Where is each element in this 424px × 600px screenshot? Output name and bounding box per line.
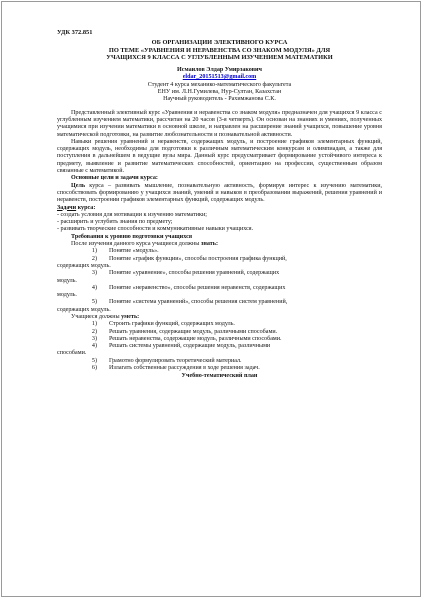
item-number: 2) [91,328,97,335]
plan-heading: Учебно-тематический план [181,373,258,380]
item-continuation: модуль. [57,277,77,284]
document-page [57,29,382,381]
know-item [57,248,382,255]
task-item: - расширить и углубить знания по предмету; [57,219,173,226]
affiliation-line-1: Студент 4 курса механико-математического факультета [147,81,292,88]
item-text: Понятие «неравенство», способы решения неравенств, содержащих [109,284,286,291]
able-item [57,329,382,336]
item-number: 3) [91,270,97,277]
item-number: 1) [91,248,97,255]
item-number: 6) [91,365,97,372]
know-item [57,256,382,263]
affiliation-line-3: Научный руководитель - Рахимжанова С.К. [163,96,276,103]
able-item [57,343,382,350]
author-email-link[interactable]: eldar_20151513@gmail.com [182,74,257,81]
goal-paragraph [57,183,382,205]
item-text: Грамотно формулировать теоретический материал. [109,357,242,364]
goal-lead-word: Цель [71,182,86,189]
item-number: 5) [91,357,97,364]
able-lead: Учащиеся должны [71,313,122,320]
know-intro [57,241,382,248]
requirements-heading: Требования к уровню подготовки учащихся [71,233,193,240]
able-item [57,365,382,372]
item-number: 4) [91,343,97,350]
goals-heading: Основные цели и задачи курса: [71,175,158,182]
tasks-heading-tail: курса: [76,204,96,211]
able-item [57,321,382,328]
item-text: Понятие «график функции», способы построения графика функций, [109,255,287,262]
title-line-2: ПО ТЕМЕ «УРАВНЕНИЯ И НЕРАВЕНСТВА СО ЗНАКОМ МОДУЛЯ» ДЛЯ [108,46,331,54]
item-text: Решать неравенства, содержащие модуль, различными способами. [109,335,282,342]
title-line-3: УЧАЩИХСЯ 9 КЛАССА С УГЛУБЛЕННЫМ ИЗУЧЕНИЕМ МАТЕМАТИКИ [106,53,333,61]
know-item [57,270,382,277]
item-text: Понятие «система уравнений», способы решения систем уравнений, [109,299,288,306]
item-number: 4) [91,284,97,291]
item-continuation: содержащих модуль. [57,262,111,269]
item-text: Решать уравнения, содержащие модуль, различными способами. [109,328,278,335]
know-word: знать: [200,241,219,248]
item-continuation: способами. [57,350,87,357]
able-word: уметь: [121,313,140,320]
item-continuation: модуль. [57,292,77,299]
paragraph-skills: Навыки решения уравнений и неравенств, содержащих модуль, и построение графиков элементарных функций, содержащих модуль, необходимы для подготовки к различным математическим конкурсам и олимпиадам, а также для поступления в дальнейшем в ведущие вузы мира. Данный курс предусматривает формирование устойчивого интереса к предмету, выявление и развитие математических способностей, ориентацию на профессии, существенным образом связанные с математикой. [57,138,382,175]
tasks-heading-line [57,205,382,212]
item-text: Решать системы уравнений, содержащие модуль, различными [109,343,271,350]
affiliation-line-2: ЕНУ им. Л.Н.Гумилева, Нур-Султан, Казахстан [157,89,282,96]
title-line-1: ОБ ОРГАНИЗАЦИИ ЭЛЕКТИВНОГО КУРСА [151,39,288,47]
task-item: - развивать творческие способности и коммуникативные навыки учащихся. [57,226,254,233]
article-title [57,39,382,61]
goal-text: курса – развивать мышление, познавательную активность, формируя интерес к изучению математики, способствовать формированию у учащихся знаний, умений и навыков в преобразовании выражений, решения уравнений и неравенств, построении графиков элементарных функций, содержащих модуль. [57,182,382,204]
item-text: Понятие «уравнение», способы решения уравнений, содержащих [109,270,280,277]
paragraph-intro: Представленный элективный курс «Уравнения и неравенства со знаком модуля» предназначен для учащихся 9 класса с углубленным изучением математики, рассчитан на 20 часов (3-я четверть). Он основан на знаниях и умениях, полученных учащимися при изучении математики в основной школе, и направлен на расширение знаний учащихся, повышение уровня математической подготовки, на развитие любознательности и познавательной активности. [57,109,382,138]
know-item [57,285,382,292]
item-number: 3) [91,335,97,342]
know-item [57,299,382,306]
know-lead: После изучения данного курса учащиеся должны [71,241,201,248]
able-item [57,358,382,365]
item-continuation: содержащих модуль. [57,306,111,313]
item-number: 2) [91,255,97,262]
author-name: Исмаилов Элдар Умирзакович [177,67,262,74]
item-text: Понятие «модуль». [109,248,159,255]
item-number: 5) [91,299,97,306]
task-item: - создать условия для мотивации к изучению математики; [57,211,207,218]
item-number: 1) [91,321,97,328]
item-text: Строить графики функций, содержащих модуль. [109,321,235,328]
item-text: Излагать собственные рассуждения в ходе решения задач. [109,365,260,372]
document-page-frame [1,1,421,597]
tasks-heading: Задачи [57,204,77,211]
udk-code: УДК 372.851 [57,29,93,36]
